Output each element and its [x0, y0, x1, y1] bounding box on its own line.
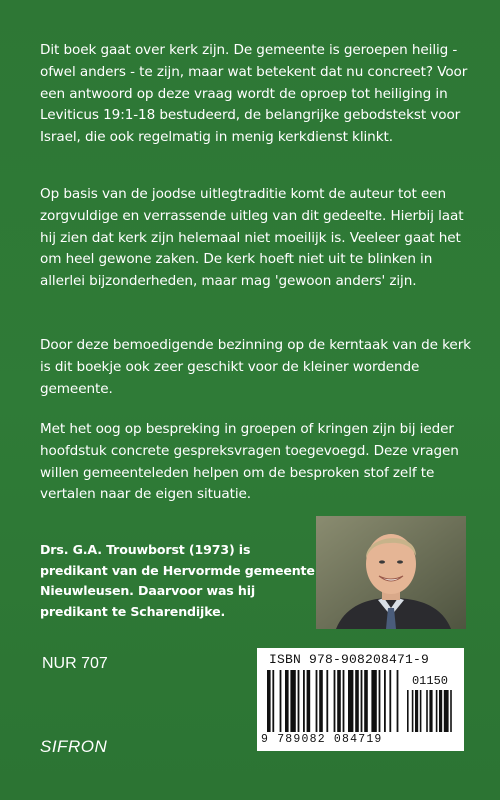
publisher-logo: SIFRON [40, 737, 108, 756]
nur-code: NUR 707 [42, 655, 108, 672]
isbn-label: ISBN 978-908208471-9 [269, 652, 430, 667]
blurb-paragraph-3: Door deze bemoedigende bezinning op de kerntaak van de kerk is dit boekje ook zeer geschikt voor de kleiner wordende gemeente. [40, 337, 471, 397]
blurb-paragraph-2: Op basis van de joodse uitlegtraditie komt de auteur tot een zorgvuldige en verrassende uitleg van dit gedeelte. Hierbij laat hij zien dat kerk zijn helemaal niet moeilijk is. Veeleer gaat het om heel gewone zaken. De kerk hoeft niet uit te blinken in allerlei bijzonderheden, maar mag 'gewoon anders' zijn. [40, 186, 464, 290]
ean-digits: 9 789082 084719 [261, 733, 383, 746]
author-bio: Drs. G.A. Trouwborst (1973) is predikant van de Hervormde gemeente Nieuwleusen. Daarvoor was hij predikant te Scharendijke. [40, 542, 315, 619]
price-code: 01150 [411, 674, 448, 688]
blurb-paragraph-1: Dit boek gaat over kerk zijn. De gemeente is geroepen heilig - ofwel anders - te zijn, maar wat betekent dat nu concreet? Voor een antwoord op deze vraag wordt de oproep tot heiliging in Leviticus 19:1-18 bestudeerd, de belangrijke gebodstekst voor Israel, die ook regelmatig in menig kerkdienst klinkt. [40, 42, 468, 146]
blurb-paragraph-4: Met het oog op bespreking in groepen of kringen zijn bij ieder hoofdstuk concrete gespreksvragen toegevoegd. Deze vragen willen gemeenteleden helpen om de besproken stof zelf te vertalen naar de eigen situatie. [40, 421, 459, 503]
isbn-barcode [257, 648, 464, 751]
author-photo [316, 516, 466, 629]
author-portrait-icon [316, 516, 466, 629]
